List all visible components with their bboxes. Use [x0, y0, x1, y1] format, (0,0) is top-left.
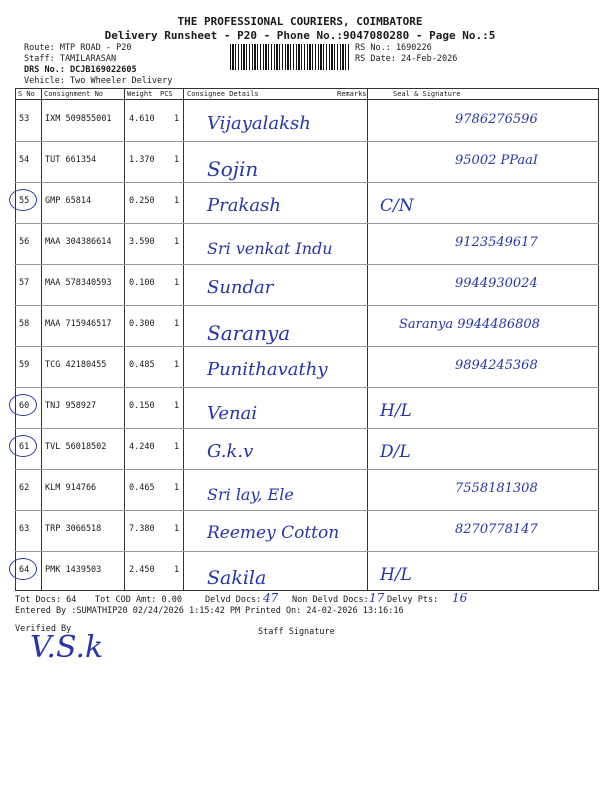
table-row — [15, 469, 599, 511]
serial-number: 62 — [19, 483, 30, 493]
seal-signature-handwriting: 9944930024 — [455, 276, 538, 291]
consignment-number: MAA 304386614 — [45, 237, 112, 247]
runsheet-subtitle: Delivery Runsheet - P20 - Phone No.:9047080280 - Page No.:5 — [104, 29, 496, 42]
consignment-number: KLM 914766 — [45, 483, 97, 493]
pieces-count: 1 — [174, 565, 180, 575]
pieces-count: 1 — [174, 442, 180, 452]
serial-number: 56 — [19, 237, 30, 247]
delivered-docs-label: Delvd Docs: — [205, 595, 262, 605]
consignment-number: TRP 3066518 — [45, 524, 102, 534]
serial-number: 57 — [19, 278, 30, 288]
table-row — [15, 551, 599, 593]
verified-by-label: Verified By — [15, 624, 72, 634]
col-weight: Weight — [127, 90, 153, 98]
weight-value: 2.450 — [129, 565, 155, 575]
delivery-points-label: Delvy Pts: — [387, 595, 439, 605]
consignment-number: TUT 661354 — [45, 155, 97, 165]
pieces-count: 1 — [174, 483, 180, 493]
rs-number: RS No.: 1690226 — [355, 43, 432, 53]
seal-signature-handwriting: Saranya 9944486808 — [399, 317, 540, 332]
consignee-handwriting: Punithavathy — [207, 359, 328, 380]
runsheet-table — [15, 88, 599, 591]
serial-circle-mark — [9, 558, 37, 580]
consignment-number: MAA 715946517 — [45, 319, 112, 329]
remark-handwriting: C/N — [380, 196, 414, 216]
pieces-count: 1 — [174, 319, 180, 329]
col-pcs: PCS — [160, 90, 173, 98]
consignee-handwriting: Sundar — [207, 277, 274, 298]
consignee-handwriting: Sri lay, Ele — [207, 485, 294, 504]
pieces-count: 1 — [174, 278, 180, 288]
route-label: Route: MTP ROAD - P20 — [24, 43, 132, 53]
seal-signature-handwriting: 9786276596 — [455, 112, 538, 127]
seal-signature-handwriting: 8270778147 — [455, 522, 538, 537]
seal-signature-handwriting: 7558181308 — [455, 481, 538, 496]
serial-number: 58 — [19, 319, 30, 329]
seal-signature-handwriting: 9123549617 — [455, 235, 538, 250]
col-remarks: Remarks — [337, 90, 367, 98]
serial-number: 64 — [19, 565, 30, 575]
consignment-number: MAA 578340593 — [45, 278, 112, 288]
staff-label: Staff: TAMILARASAN — [24, 54, 117, 64]
pieces-count: 1 — [174, 360, 180, 370]
col-sno: S No — [18, 90, 35, 98]
weight-value: 4.610 — [129, 114, 155, 124]
weight-value: 7.380 — [129, 524, 155, 534]
pieces-count: 1 — [174, 524, 180, 534]
weight-value: 0.100 — [129, 278, 155, 288]
barcode — [230, 44, 350, 70]
non-delivered-docs-count: 17 — [369, 591, 385, 605]
table-row — [15, 387, 599, 429]
serial-number: 59 — [19, 360, 30, 370]
table-row — [15, 264, 599, 306]
weight-value: 0.300 — [129, 319, 155, 329]
consignee-handwriting: Prakash — [207, 195, 281, 216]
entered-by: Entered By :SUMATHIP20 02/24/2026 1:15:42 PM — [15, 606, 241, 616]
pieces-count: 1 — [174, 237, 180, 247]
staff-signature-label: Staff Signature — [258, 627, 335, 637]
delivery-points-count: 16 — [452, 591, 468, 605]
drs-label: DRS No.: DCJB169022605 — [24, 65, 137, 75]
consignee-handwriting: Venai — [207, 403, 258, 424]
pieces-count: 1 — [174, 155, 180, 165]
total-cod: Tot COD Amt: 0.00 — [95, 595, 182, 605]
weight-value: 0.485 — [129, 360, 155, 370]
pieces-count: 1 — [174, 114, 180, 124]
rs-date: RS Date: 24-Feb-2026 — [355, 54, 458, 64]
weight-value: 0.465 — [129, 483, 155, 493]
weight-value: 3.590 — [129, 237, 155, 247]
table-row — [15, 428, 599, 470]
table-row — [15, 305, 599, 347]
consignment-number: GMP 65814 — [45, 196, 92, 206]
table-row — [15, 182, 599, 224]
consignee-handwriting: Sri venkat Indu — [207, 239, 333, 258]
remark-handwriting: H/L — [380, 565, 412, 585]
consignee-handwriting: G.k.v — [207, 441, 254, 462]
consignee-handwriting: Sakila — [207, 567, 267, 589]
consignee-handwriting: Vijayalaksh — [207, 113, 311, 134]
verifier-signature: V.S.k — [30, 630, 104, 665]
serial-number: 54 — [19, 155, 30, 165]
table-row — [15, 223, 599, 265]
table-row — [15, 346, 599, 388]
table-row — [15, 141, 599, 183]
serial-number: 63 — [19, 524, 30, 534]
printed-on: Printed On: 24-02-2026 13:16:16 — [245, 606, 404, 616]
seal-signature-handwriting: 9894245368 — [455, 358, 538, 373]
vehicle-label: Vehicle: Two Wheeler Delivery — [24, 76, 173, 86]
col-consignment: Consignment No — [44, 90, 104, 98]
serial-number: 61 — [19, 442, 30, 452]
remark-handwriting: H/L — [380, 401, 412, 421]
total-docs: Tot Docs: 64 — [15, 595, 77, 605]
weight-value: 4.240 — [129, 442, 155, 452]
pieces-count: 1 — [174, 196, 180, 206]
consignment-number: TCG 42180455 — [45, 360, 107, 370]
consignment-number: PMK 1439503 — [45, 565, 102, 575]
serial-number: 55 — [19, 196, 30, 206]
col-seal: Seal & Signature — [393, 90, 461, 98]
consignment-number: IXM 509855001 — [45, 114, 112, 124]
weight-value: 1.370 — [129, 155, 155, 165]
serial-number: 60 — [19, 401, 30, 411]
serial-circle-mark — [9, 394, 37, 416]
weight-value: 0.150 — [129, 401, 155, 411]
seal-signature-handwriting: 95002 PPaaI — [455, 153, 539, 168]
col-consignee: Consignee Details — [187, 90, 259, 98]
delivered-docs-count: 47 — [263, 591, 279, 605]
pieces-count: 1 — [174, 401, 180, 411]
consignment-number: TNJ 958927 — [45, 401, 97, 411]
consignee-handwriting: Sojin — [207, 157, 259, 181]
weight-value: 0.250 — [129, 196, 155, 206]
serial-circle-mark — [9, 189, 37, 211]
non-delivered-docs-label: Non Delvd Docs: — [292, 595, 369, 605]
remark-handwriting: D/L — [380, 442, 411, 462]
consignee-handwriting: Saranya — [207, 321, 291, 345]
consignment-number: TVL 56018502 — [45, 442, 107, 452]
company-title: THE PROFESSIONAL COURIERS, COIMBATORE — [177, 15, 423, 28]
table-row — [15, 510, 599, 552]
consignee-handwriting: Reemey Cotton — [207, 523, 340, 543]
serial-number: 53 — [19, 114, 30, 124]
serial-circle-mark — [9, 435, 37, 457]
table-row — [15, 100, 599, 142]
